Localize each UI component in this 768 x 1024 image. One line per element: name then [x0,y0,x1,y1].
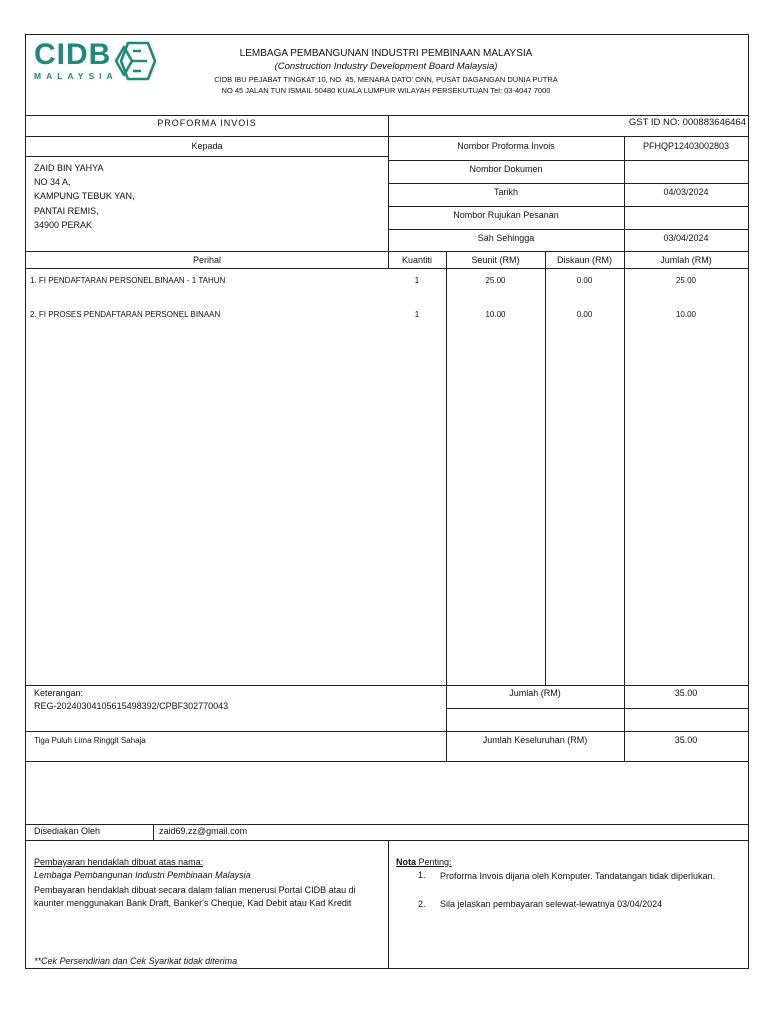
cidb-logo [34,40,118,81]
nota-label-rest: Penting: [416,857,452,867]
payment-footnote: **Cek Persendirian dan Cek Syarikat tidak diterima [34,956,238,966]
document-title: PROFORMA INVOIS [157,118,257,128]
nota-label-bold: Nota [396,857,416,867]
recipient-address-line2: KAMPUNG TEBUK YAN, [34,191,135,201]
item-perihal: 1. FI PENDAFTARAN PERSONEL BINAAN - 1 TAHUN [30,276,226,285]
logo-brand: CIDB [34,38,112,71]
tarikh-label: Tarikh [493,187,518,197]
jumlah-total-value: 35.00 [674,688,698,698]
item-seunit: 25.00 [485,276,506,285]
kepada-label: Kepada [191,141,223,151]
org-address-line2: NO 45 JALAN TUN ISMAIL 50480 KUALA LUMPUR WILAYAH PERSEKUTUAN Tel: 03-4047 7000 [221,86,551,95]
jumlah-keseluruhan-value: 35.00 [674,735,698,745]
payment-payee: Lembaga Pembangunan Industri Pembinaan Malaysia [34,870,251,880]
item-seunit: 10.00 [485,310,506,319]
col-jumlah: Jumlah (RM) [660,255,712,265]
nota-item-num: 2. [418,899,426,909]
sah-sehingga-label: Sah Sehingga [477,233,535,243]
disediakan-oleh-label: Disediakan Oleh [34,826,101,836]
org-address-line1: CIDB IBU PEJABAT TINGKAT 10, NO. 45, MENARA DATO' ONN, PUSAT DAGANGAN DUNIA PUTRA [214,75,558,84]
recipient-address-line1: NO 34 A, [34,177,71,187]
jumlah-total-label: Jumlah (RM) [509,688,561,698]
nota-item-text: Proforma Invois dijana oleh Komputer. Tandatangan tidak diperlukan. [440,871,716,881]
proforma-no-label: Nombor Proforma Invois [457,141,555,151]
cidb-logo-mark-icon [114,41,156,81]
recipient-address-line3: PANTAI REMIS, [34,206,99,216]
proforma-no-value: PFHQP12403002803 [642,141,730,151]
disediakan-oleh-value: zaid69.zz@gmail.com [159,826,248,836]
nota-item-text: Sila jelaskan pembayaran selewat-lewatnya 03/04/2024 [440,899,663,909]
nota-heading [396,857,452,868]
item-perihal: 2. FI PROSES PENDAFTARAN PERSONEL BINAAN [30,310,221,319]
item-jumlah: 10.00 [675,310,697,319]
col-perihal: Perihal [192,255,221,265]
jumlah-keseluruhan-label: Jumlah Keseluruhan (RM) [482,735,588,745]
recipient-address-line4: 34900 PERAK [34,220,93,230]
col-seunit: Seunit (RM) [471,255,520,265]
tarikh-value: 04/03/2024 [663,187,709,197]
payment-body: Pembayaran hendaklah dibuat secara dalam talian menerusi Portal CIDB atau di kaunter menggunakan Bank Draft, Banker's Cheque, Kad Debit atau Kad Kredit [34,885,356,908]
col-kuantiti: Kuantiti [401,255,433,265]
org-name: LEMBAGA PEMBANGUNAN INDUSTRI PEMBINAAN MALAYSIA [239,48,533,59]
keterangan-value: REG-20240304105615498392/CPBF302770043 [34,701,229,711]
org-name-en: (Construction Industry Development Board Malaysia) [274,61,498,72]
dokumen-no-label: Nombor Dokumen [469,164,543,174]
recipient-name: ZAID BIN YAHYA [34,163,104,173]
amount-in-words: Tiga Puluh Lima Ringgit Sahaja [34,736,146,745]
payment-heading: Pembayaran hendaklah dibuat atas nama: [34,857,204,867]
col-diskaun: Diskaun (RM) [556,255,612,265]
gst-id: GST ID NO: 000883646464 [628,117,746,128]
nota-item-num: 1. [418,870,426,880]
item-jumlah: 25.00 [675,276,697,285]
item-diskaun: 0.00 [576,276,593,285]
rujukan-label: Nombor Rujukan Pesanan [453,210,559,220]
item-kuantiti: 1 [414,310,420,319]
logo-country: MALAYSIA [34,71,118,81]
keterangan-label: Keterangan: [34,688,84,698]
item-diskaun: 0.00 [576,310,593,319]
sah-sehingga-value: 03/04/2024 [663,233,709,243]
item-kuantiti: 1 [414,276,420,285]
invoice-page [25,34,749,969]
